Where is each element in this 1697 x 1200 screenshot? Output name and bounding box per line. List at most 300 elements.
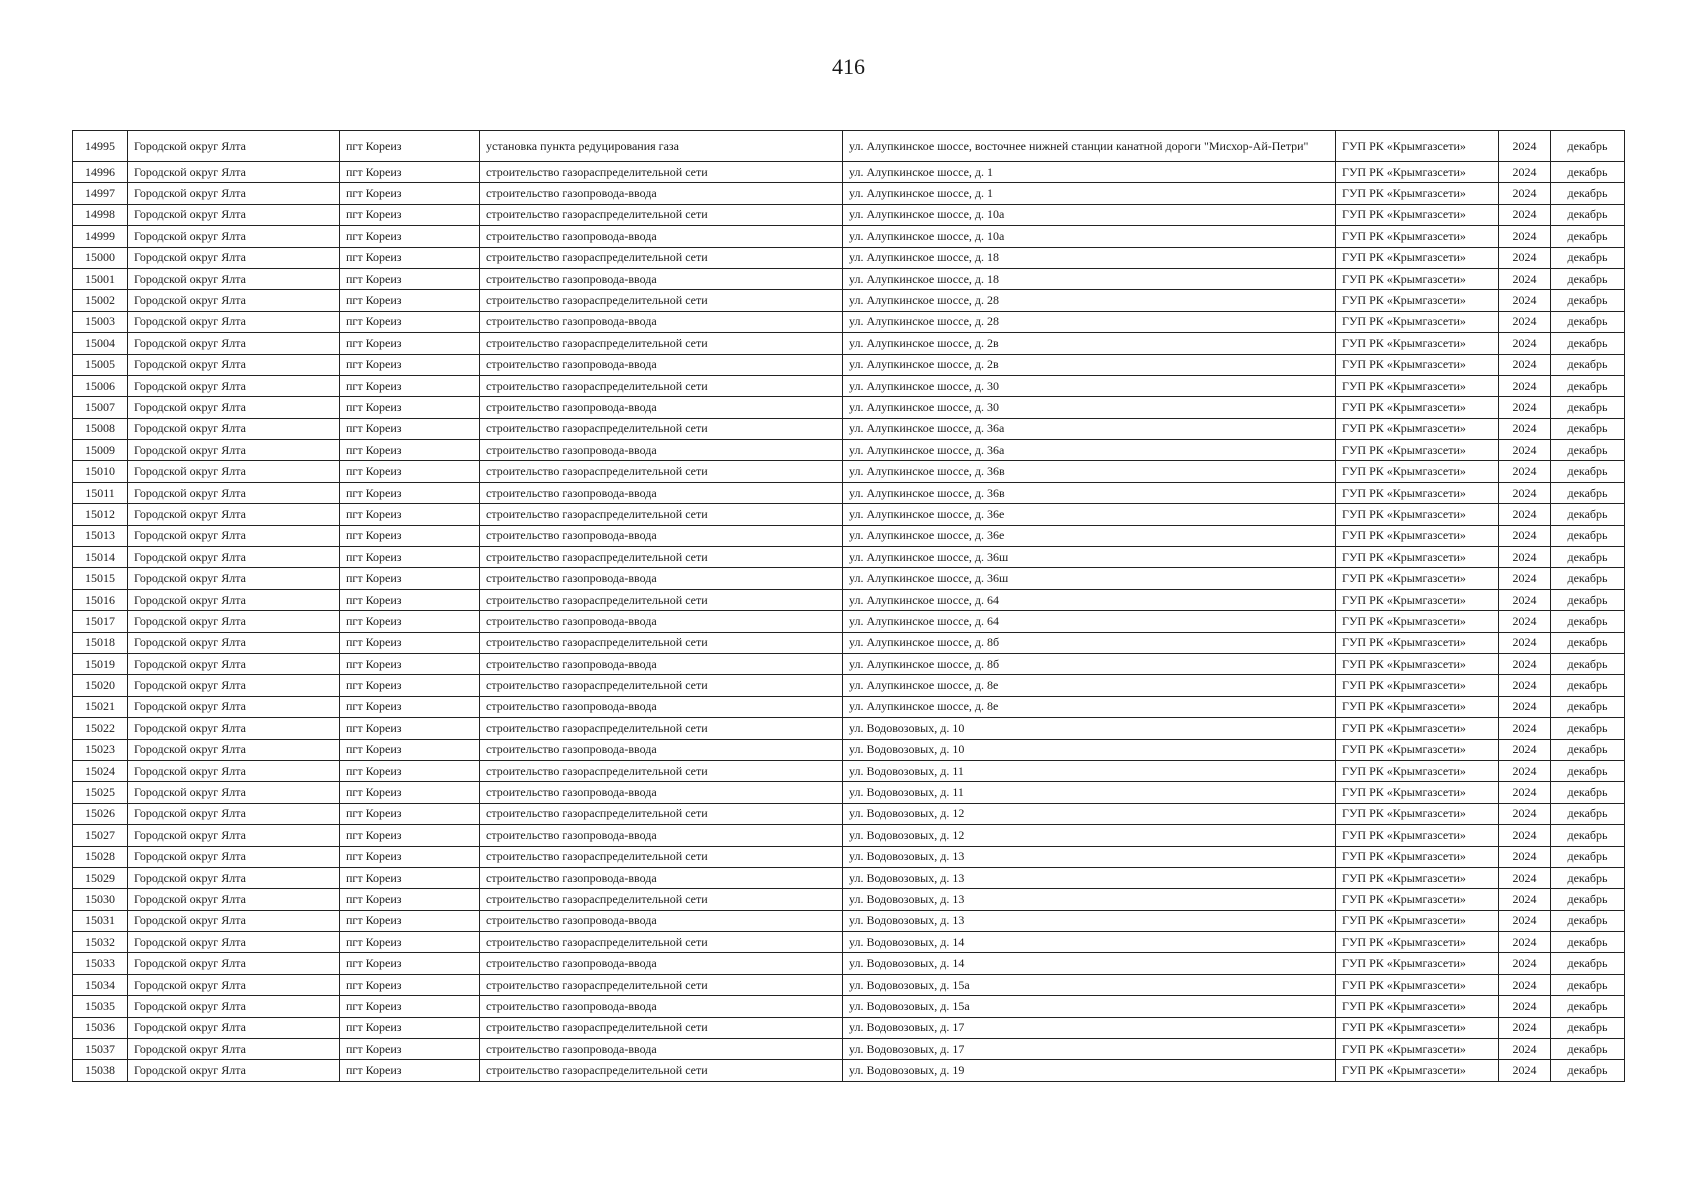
address-cell: ул. Алупкинское шоссе, д. 30 xyxy=(843,375,1336,396)
work-type-cell: строительство газораспределительной сети xyxy=(480,589,843,610)
organization-cell: ГУП РК «Крымгазсети» xyxy=(1336,268,1499,289)
organization-cell: ГУП РК «Крымгазсети» xyxy=(1336,525,1499,546)
work-type-cell: строительство газораспределительной сети xyxy=(480,974,843,995)
district-cell: Городской округ Ялта xyxy=(128,290,340,311)
year-cell: 2024 xyxy=(1499,204,1551,225)
year-cell: 2024 xyxy=(1499,568,1551,589)
year-cell: 2024 xyxy=(1499,397,1551,418)
settlement-cell: пгт Кореиз xyxy=(340,375,480,396)
work-type-cell: строительство газораспределительной сети xyxy=(480,333,843,354)
address-cell: ул. Алупкинское шоссе, д. 36а xyxy=(843,440,1336,461)
row-number-cell: 15034 xyxy=(73,974,128,995)
address-cell: ул. Водовозовых, д. 11 xyxy=(843,782,1336,803)
year-cell: 2024 xyxy=(1499,739,1551,760)
year-cell: 2024 xyxy=(1499,589,1551,610)
work-type-cell: строительство газораспределительной сети xyxy=(480,889,843,910)
table-row xyxy=(73,760,1625,781)
work-type-cell: строительство газораспределительной сети xyxy=(480,1060,843,1081)
organization-cell: ГУП РК «Крымгазсети» xyxy=(1336,375,1499,396)
month-cell: декабрь xyxy=(1551,760,1625,781)
year-cell: 2024 xyxy=(1499,953,1551,974)
year-cell: 2024 xyxy=(1499,247,1551,268)
row-number-cell: 15011 xyxy=(73,482,128,503)
row-number-cell: 14998 xyxy=(73,204,128,225)
row-number-cell: 15017 xyxy=(73,611,128,632)
month-cell: декабрь xyxy=(1551,996,1625,1017)
organization-cell: ГУП РК «Крымгазсети» xyxy=(1336,290,1499,311)
organization-cell: ГУП РК «Крымгазсети» xyxy=(1336,675,1499,696)
year-cell: 2024 xyxy=(1499,226,1551,247)
district-cell: Городской округ Ялта xyxy=(128,504,340,525)
year-cell: 2024 xyxy=(1499,290,1551,311)
work-type-cell: строительство газопровода-ввода xyxy=(480,996,843,1017)
year-cell: 2024 xyxy=(1499,974,1551,995)
year-cell: 2024 xyxy=(1499,782,1551,803)
settlement-cell: пгт Кореиз xyxy=(340,825,480,846)
district-cell: Городской округ Ялта xyxy=(128,1039,340,1060)
address-cell: ул. Водовозовых, д. 13 xyxy=(843,889,1336,910)
work-type-cell: строительство газопровода-ввода xyxy=(480,825,843,846)
row-number-cell: 15028 xyxy=(73,846,128,867)
organization-cell: ГУП РК «Крымгазсети» xyxy=(1336,910,1499,931)
district-cell: Городской округ Ялта xyxy=(128,910,340,931)
settlement-cell: пгт Кореиз xyxy=(340,996,480,1017)
work-type-cell: строительство газопровода-ввода xyxy=(480,226,843,247)
district-cell: Городской округ Ялта xyxy=(128,311,340,332)
month-cell: декабрь xyxy=(1551,1060,1625,1081)
settlement-cell: пгт Кореиз xyxy=(340,589,480,610)
year-cell: 2024 xyxy=(1499,760,1551,781)
district-cell: Городской округ Ялта xyxy=(128,568,340,589)
district-cell: Городской округ Ялта xyxy=(128,247,340,268)
table-row xyxy=(73,974,1625,995)
district-cell: Городской округ Ялта xyxy=(128,632,340,653)
settlement-cell: пгт Кореиз xyxy=(340,653,480,674)
organization-cell: ГУП РК «Крымгазсети» xyxy=(1336,825,1499,846)
month-cell: декабрь xyxy=(1551,461,1625,482)
work-type-cell: строительство газопровода-ввода xyxy=(480,611,843,632)
organization-cell: ГУП РК «Крымгазсети» xyxy=(1336,333,1499,354)
row-number-cell: 15035 xyxy=(73,996,128,1017)
organization-cell: ГУП РК «Крымгазсети» xyxy=(1336,589,1499,610)
organization-cell: ГУП РК «Крымгазсети» xyxy=(1336,440,1499,461)
district-cell: Городской округ Ялта xyxy=(128,675,340,696)
organization-cell: ГУП РК «Крымгазсети» xyxy=(1336,311,1499,332)
settlement-cell: пгт Кореиз xyxy=(340,268,480,289)
row-number-cell: 14999 xyxy=(73,226,128,247)
year-cell: 2024 xyxy=(1499,611,1551,632)
row-number-cell: 15013 xyxy=(73,525,128,546)
row-number-cell: 15037 xyxy=(73,1039,128,1060)
district-cell: Городской округ Ялта xyxy=(128,547,340,568)
work-type-cell: строительство газопровода-ввода xyxy=(480,568,843,589)
organization-cell: ГУП РК «Крымгазсети» xyxy=(1336,653,1499,674)
month-cell: декабрь xyxy=(1551,311,1625,332)
work-type-cell: строительство газораспределительной сети xyxy=(480,375,843,396)
table-row xyxy=(73,440,1625,461)
settlement-cell: пгт Кореиз xyxy=(340,397,480,418)
district-cell: Городской округ Ялта xyxy=(128,739,340,760)
work-type-cell: строительство газопровода-ввода xyxy=(480,440,843,461)
work-type-cell: строительство газораспределительной сети xyxy=(480,504,843,525)
month-cell: декабрь xyxy=(1551,247,1625,268)
address-cell: ул. Алупкинское шоссе, д. 18 xyxy=(843,247,1336,268)
month-cell: декабрь xyxy=(1551,932,1625,953)
row-number-cell: 15006 xyxy=(73,375,128,396)
month-cell: декабрь xyxy=(1551,482,1625,503)
address-cell: ул. Водовозовых, д. 12 xyxy=(843,803,1336,824)
table-row xyxy=(73,311,1625,332)
organization-cell: ГУП РК «Крымгазсети» xyxy=(1336,803,1499,824)
work-type-cell: строительство газопровода-ввода xyxy=(480,782,843,803)
settlement-cell: пгт Кореиз xyxy=(340,247,480,268)
settlement-cell: пгт Кореиз xyxy=(340,482,480,503)
settlement-cell: пгт Кореиз xyxy=(340,461,480,482)
address-cell: ул. Водовозовых, д. 12 xyxy=(843,825,1336,846)
row-number-cell: 15020 xyxy=(73,675,128,696)
district-cell: Городской округ Ялта xyxy=(128,397,340,418)
work-type-cell: строительство газопровода-ввода xyxy=(480,696,843,717)
work-type-cell: строительство газопровода-ввода xyxy=(480,653,843,674)
address-cell: ул. Алупкинское шоссе, д. 36е xyxy=(843,525,1336,546)
district-cell: Городской округ Ялта xyxy=(128,867,340,888)
organization-cell: ГУП РК «Крымгазсети» xyxy=(1336,568,1499,589)
year-cell: 2024 xyxy=(1499,131,1551,162)
district-cell: Городской округ Ялта xyxy=(128,974,340,995)
table-row xyxy=(73,525,1625,546)
settlement-cell: пгт Кореиз xyxy=(340,525,480,546)
month-cell: декабрь xyxy=(1551,782,1625,803)
organization-cell: ГУП РК «Крымгазсети» xyxy=(1336,1017,1499,1038)
work-type-cell: строительство газораспределительной сети xyxy=(480,846,843,867)
organization-cell: ГУП РК «Крымгазсети» xyxy=(1336,183,1499,204)
month-cell: декабрь xyxy=(1551,1017,1625,1038)
settlement-cell: пгт Кореиз xyxy=(340,1017,480,1038)
work-type-cell: строительство газопровода-ввода xyxy=(480,397,843,418)
table-row xyxy=(73,482,1625,503)
work-type-cell: строительство газораспределительной сети xyxy=(480,204,843,225)
settlement-cell: пгт Кореиз xyxy=(340,418,480,439)
address-cell: ул. Водовозовых, д. 15а xyxy=(843,996,1336,1017)
settlement-cell: пгт Кореиз xyxy=(340,183,480,204)
table-row xyxy=(73,889,1625,910)
settlement-cell: пгт Кореиз xyxy=(340,1039,480,1060)
settlement-cell: пгт Кореиз xyxy=(340,932,480,953)
district-cell: Городской округ Ялта xyxy=(128,1060,340,1081)
table-row xyxy=(73,418,1625,439)
month-cell: декабрь xyxy=(1551,825,1625,846)
year-cell: 2024 xyxy=(1499,932,1551,953)
month-cell: декабрь xyxy=(1551,525,1625,546)
row-number-cell: 15021 xyxy=(73,696,128,717)
table-row xyxy=(73,1060,1625,1081)
month-cell: декабрь xyxy=(1551,354,1625,375)
address-cell: ул. Алупкинское шоссе, д. 64 xyxy=(843,611,1336,632)
organization-cell: ГУП РК «Крымгазсети» xyxy=(1336,1060,1499,1081)
work-type-cell: строительство газораспределительной сети xyxy=(480,1017,843,1038)
address-cell: ул. Водовозовых, д. 13 xyxy=(843,846,1336,867)
month-cell: декабрь xyxy=(1551,547,1625,568)
row-number-cell: 15015 xyxy=(73,568,128,589)
organization-cell: ГУП РК «Крымгазсети» xyxy=(1336,547,1499,568)
year-cell: 2024 xyxy=(1499,867,1551,888)
row-number-cell: 15027 xyxy=(73,825,128,846)
month-cell: декабрь xyxy=(1551,290,1625,311)
month-cell: декабрь xyxy=(1551,1039,1625,1060)
table-row xyxy=(73,1039,1625,1060)
table-body xyxy=(73,131,1625,1082)
table-row xyxy=(73,996,1625,1017)
row-number-cell: 15016 xyxy=(73,589,128,610)
settlement-cell: пгт Кореиз xyxy=(340,718,480,739)
address-cell: ул. Алупкинское шоссе, д. 2в xyxy=(843,354,1336,375)
month-cell: декабрь xyxy=(1551,589,1625,610)
district-cell: Городской округ Ялта xyxy=(128,782,340,803)
row-number-cell: 15038 xyxy=(73,1060,128,1081)
settlement-cell: пгт Кореиз xyxy=(340,846,480,867)
year-cell: 2024 xyxy=(1499,504,1551,525)
address-cell: ул. Водовозовых, д. 10 xyxy=(843,718,1336,739)
district-cell: Городской округ Ялта xyxy=(128,611,340,632)
work-type-cell: строительство газопровода-ввода xyxy=(480,910,843,931)
table-row xyxy=(73,611,1625,632)
address-cell: ул. Алупкинское шоссе, д. 36в xyxy=(843,482,1336,503)
organization-cell: ГУП РК «Крымгазсети» xyxy=(1336,247,1499,268)
work-type-cell: строительство газопровода-ввода xyxy=(480,354,843,375)
settlement-cell: пгт Кореиз xyxy=(340,1060,480,1081)
year-cell: 2024 xyxy=(1499,461,1551,482)
month-cell: декабрь xyxy=(1551,418,1625,439)
organization-cell: ГУП РК «Крымгазсети» xyxy=(1336,226,1499,247)
table-row xyxy=(73,375,1625,396)
organization-cell: ГУП РК «Крымгазсети» xyxy=(1336,632,1499,653)
year-cell: 2024 xyxy=(1499,375,1551,396)
month-cell: декабрь xyxy=(1551,375,1625,396)
work-type-cell: строительство газопровода-ввода xyxy=(480,1039,843,1060)
address-cell: ул. Алупкинское шоссе, восточнее нижней станции канатной дороги "Мисхор-Ай-Петри" xyxy=(843,131,1336,162)
district-cell: Городской округ Ялта xyxy=(128,696,340,717)
month-cell: декабрь xyxy=(1551,910,1625,931)
work-type-cell: строительство газопровода-ввода xyxy=(480,953,843,974)
year-cell: 2024 xyxy=(1499,547,1551,568)
district-cell: Городской округ Ялта xyxy=(128,440,340,461)
district-cell: Городской округ Ялта xyxy=(128,226,340,247)
table-row xyxy=(73,504,1625,525)
table-row xyxy=(73,226,1625,247)
row-number-cell: 15018 xyxy=(73,632,128,653)
settlement-cell: пгт Кореиз xyxy=(340,333,480,354)
district-cell: Городской округ Ялта xyxy=(128,932,340,953)
settlement-cell: пгт Кореиз xyxy=(340,889,480,910)
organization-cell: ГУП РК «Крымгазсети» xyxy=(1336,482,1499,503)
month-cell: декабрь xyxy=(1551,504,1625,525)
address-cell: ул. Водовозовых, д. 14 xyxy=(843,932,1336,953)
settlement-cell: пгт Кореиз xyxy=(340,739,480,760)
work-type-cell: строительство газораспределительной сети xyxy=(480,547,843,568)
address-cell: ул. Водовозовых, д. 15а xyxy=(843,974,1336,995)
settlement-cell: пгт Кореиз xyxy=(340,611,480,632)
address-cell: ул. Алупкинское шоссе, д. 8б xyxy=(843,632,1336,653)
page-number: 416 xyxy=(832,54,865,79)
month-cell: декабрь xyxy=(1551,803,1625,824)
settlement-cell: пгт Кореиз xyxy=(340,782,480,803)
row-number-cell: 15031 xyxy=(73,910,128,931)
address-cell: ул. Алупкинское шоссе, д. 28 xyxy=(843,290,1336,311)
table-row xyxy=(73,247,1625,268)
organization-cell: ГУП РК «Крымгазсети» xyxy=(1336,131,1499,162)
address-cell: ул. Алупкинское шоссе, д. 2в xyxy=(843,333,1336,354)
row-number-cell: 15030 xyxy=(73,889,128,910)
year-cell: 2024 xyxy=(1499,803,1551,824)
table-row xyxy=(73,782,1625,803)
month-cell: декабрь xyxy=(1551,632,1625,653)
settlement-cell: пгт Кореиз xyxy=(340,504,480,525)
row-number-cell: 14995 xyxy=(73,131,128,162)
work-type-cell: строительство газораспределительной сети xyxy=(480,932,843,953)
table-row xyxy=(73,333,1625,354)
table-row xyxy=(73,953,1625,974)
year-cell: 2024 xyxy=(1499,311,1551,332)
table-row xyxy=(73,739,1625,760)
work-type-cell: строительство газораспределительной сети xyxy=(480,760,843,781)
row-number-cell: 15019 xyxy=(73,653,128,674)
district-cell: Городской округ Ялта xyxy=(128,131,340,162)
settlement-cell: пгт Кореиз xyxy=(340,131,480,162)
row-number-cell: 15003 xyxy=(73,311,128,332)
row-number-cell: 15005 xyxy=(73,354,128,375)
address-cell: ул. Алупкинское шоссе, д. 36в xyxy=(843,461,1336,482)
table-row xyxy=(73,131,1625,162)
year-cell: 2024 xyxy=(1499,1039,1551,1060)
organization-cell: ГУП РК «Крымгазсети» xyxy=(1336,867,1499,888)
organization-cell: ГУП РК «Крымгазсети» xyxy=(1336,932,1499,953)
year-cell: 2024 xyxy=(1499,1017,1551,1038)
table-row xyxy=(73,547,1625,568)
settlement-cell: пгт Кореиз xyxy=(340,226,480,247)
month-cell: декабрь xyxy=(1551,739,1625,760)
year-cell: 2024 xyxy=(1499,1060,1551,1081)
row-number-cell: 14997 xyxy=(73,183,128,204)
settlement-cell: пгт Кореиз xyxy=(340,760,480,781)
work-type-cell: строительство газопровода-ввода xyxy=(480,739,843,760)
organization-cell: ГУП РК «Крымгазсети» xyxy=(1336,162,1499,183)
district-cell: Городской округ Ялта xyxy=(128,162,340,183)
table-row xyxy=(73,696,1625,717)
district-cell: Городской округ Ялта xyxy=(128,846,340,867)
address-cell: ул. Алупкинское шоссе, д. 18 xyxy=(843,268,1336,289)
organization-cell: ГУП РК «Крымгазсети» xyxy=(1336,953,1499,974)
district-cell: Городской округ Ялта xyxy=(128,589,340,610)
row-number-cell: 15009 xyxy=(73,440,128,461)
table-row xyxy=(73,675,1625,696)
address-cell: ул. Алупкинское шоссе, д. 28 xyxy=(843,311,1336,332)
work-type-cell: строительство газопровода-ввода xyxy=(480,183,843,204)
row-number-cell: 15033 xyxy=(73,953,128,974)
month-cell: декабрь xyxy=(1551,611,1625,632)
year-cell: 2024 xyxy=(1499,718,1551,739)
address-cell: ул. Алупкинское шоссе, д. 36ш xyxy=(843,547,1336,568)
row-number-cell: 15008 xyxy=(73,418,128,439)
address-cell: ул. Водовозовых, д. 10 xyxy=(843,739,1336,760)
row-number-cell: 15023 xyxy=(73,739,128,760)
month-cell: декабрь xyxy=(1551,333,1625,354)
organization-cell: ГУП РК «Крымгазсети» xyxy=(1336,354,1499,375)
organization-cell: ГУП РК «Крымгазсети» xyxy=(1336,760,1499,781)
organization-cell: ГУП РК «Крымгазсети» xyxy=(1336,611,1499,632)
work-type-cell: строительство газораспределительной сети xyxy=(480,290,843,311)
district-cell: Городской округ Ялта xyxy=(128,418,340,439)
address-cell: ул. Алупкинское шоссе, д. 8б xyxy=(843,653,1336,674)
month-cell: декабрь xyxy=(1551,162,1625,183)
work-type-cell: строительство газораспределительной сети xyxy=(480,461,843,482)
year-cell: 2024 xyxy=(1499,183,1551,204)
district-cell: Городской округ Ялта xyxy=(128,375,340,396)
table-row xyxy=(73,162,1625,183)
row-number-cell: 15002 xyxy=(73,290,128,311)
settlement-cell: пгт Кореиз xyxy=(340,311,480,332)
month-cell: декабрь xyxy=(1551,440,1625,461)
organization-cell: ГУП РК «Крымгазсети» xyxy=(1336,204,1499,225)
month-cell: декабрь xyxy=(1551,846,1625,867)
row-number-cell: 15032 xyxy=(73,932,128,953)
address-cell: ул. Алупкинское шоссе, д. 10а xyxy=(843,226,1336,247)
year-cell: 2024 xyxy=(1499,268,1551,289)
work-type-cell: строительство газораспределительной сети xyxy=(480,247,843,268)
table-row xyxy=(73,825,1625,846)
address-cell: ул. Алупкинское шоссе, д. 8е xyxy=(843,696,1336,717)
table-row xyxy=(73,183,1625,204)
organization-cell: ГУП РК «Крымгазсети» xyxy=(1336,996,1499,1017)
work-type-cell: строительство газопровода-ввода xyxy=(480,268,843,289)
table-row xyxy=(73,397,1625,418)
month-cell: декабрь xyxy=(1551,696,1625,717)
address-cell: ул. Алупкинское шоссе, д. 1 xyxy=(843,162,1336,183)
work-type-cell: строительство газораспределительной сети xyxy=(480,632,843,653)
district-cell: Городской округ Ялта xyxy=(128,996,340,1017)
organization-cell: ГУП РК «Крымгазсети» xyxy=(1336,504,1499,525)
year-cell: 2024 xyxy=(1499,525,1551,546)
district-cell: Городской округ Ялта xyxy=(128,718,340,739)
row-number-cell: 15029 xyxy=(73,867,128,888)
year-cell: 2024 xyxy=(1499,910,1551,931)
table-row xyxy=(73,632,1625,653)
district-cell: Городской округ Ялта xyxy=(128,803,340,824)
table-row xyxy=(73,268,1625,289)
year-cell: 2024 xyxy=(1499,996,1551,1017)
organization-cell: ГУП РК «Крымгазсети» xyxy=(1336,974,1499,995)
table-row xyxy=(73,290,1625,311)
organization-cell: ГУП РК «Крымгазсети» xyxy=(1336,461,1499,482)
table-row xyxy=(73,718,1625,739)
organization-cell: ГУП РК «Крымгазсети» xyxy=(1336,696,1499,717)
table-row xyxy=(73,803,1625,824)
settlement-cell: пгт Кореиз xyxy=(340,290,480,311)
year-cell: 2024 xyxy=(1499,482,1551,503)
row-number-cell: 15024 xyxy=(73,760,128,781)
address-cell: ул. Водовозовых, д. 17 xyxy=(843,1017,1336,1038)
month-cell: декабрь xyxy=(1551,675,1625,696)
district-cell: Городской округ Ялта xyxy=(128,1017,340,1038)
organization-cell: ГУП РК «Крымгазсети» xyxy=(1336,418,1499,439)
settlement-cell: пгт Кореиз xyxy=(340,440,480,461)
settlement-cell: пгт Кореиз xyxy=(340,675,480,696)
settlement-cell: пгт Кореиз xyxy=(340,803,480,824)
row-number-cell: 15007 xyxy=(73,397,128,418)
work-type-cell: установка пункта редуцирования газа xyxy=(480,131,843,162)
address-cell: ул. Водовозовых, д. 13 xyxy=(843,867,1336,888)
month-cell: декабрь xyxy=(1551,889,1625,910)
table-row xyxy=(73,1017,1625,1038)
